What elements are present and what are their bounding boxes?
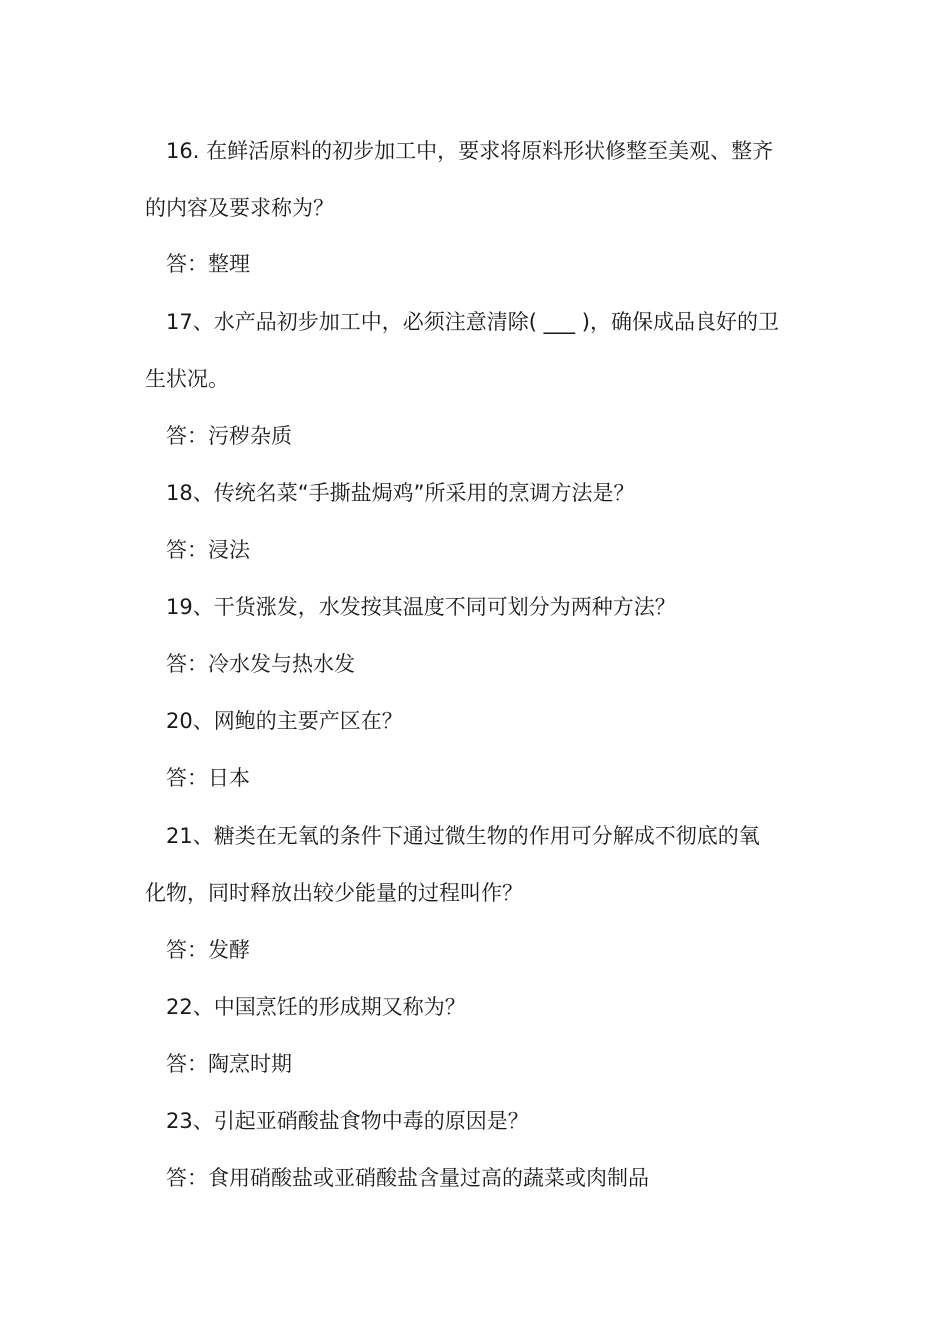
answer-17: 答：污秽杂质 [166,424,292,448]
question-20: 20、网鲍的主要产区在？ [166,709,403,733]
question-22: 22、中国烹饪的形成期又称为？ [166,995,466,1019]
answer-18: 答：浸法 [166,538,250,562]
question-17-line-1: 17、水产品初步加工中，必须注意清除( ___ )，确保成品良好的卫 [166,310,779,334]
question-16-line-1: 16. 在鲜活原料的初步加工中，要求将原料形状修整至美观、整齐 [166,139,774,163]
question-21-line-1: 21、糖类在无氧的条件下通过微生物的作用可分解成不彻底的氧 [166,824,760,848]
answer-21: 答：发酵 [166,938,250,962]
question-19: 19、干货涨发，水发按其温度不同可划分为两种方法？ [166,595,676,619]
answer-19: 答：冷水发与热水发 [166,652,355,676]
question-18: 18、传统名菜“手撕盐焗鸡”所采用的烹调方法是？ [166,481,635,505]
answer-23: 答：食用硝酸盐或亚硝酸盐含量过高的蔬菜或肉制品 [166,1166,649,1190]
question-23: 23、引起亚硝酸盐食物中毒的原因是？ [166,1109,529,1133]
question-21-line-2: 化物，同时释放出较少能量的过程叫作？ [145,881,523,905]
answer-22: 答：陶烹时期 [166,1052,292,1076]
question-16-line-2: 的内容及要求称为？ [145,196,334,220]
question-17-line-2: 生状况。 [145,367,229,391]
answer-20: 答：日本 [166,766,250,790]
answer-16: 答：整理 [166,252,250,276]
